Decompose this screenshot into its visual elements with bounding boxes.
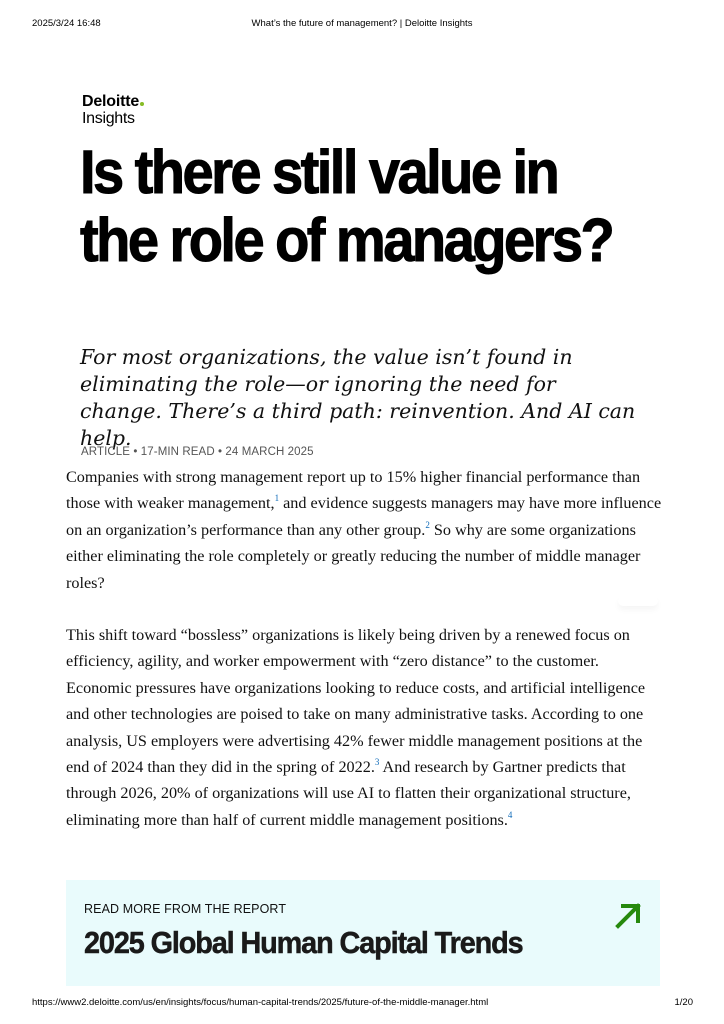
print-url: https://www2.deloitte.com/us/en/insights/focus/human-capital-trends/2025/future-of-the-middle-manager.html [32, 997, 489, 1008]
p1-text-a: Companies with strong management report up to 15% higher financial performance than those with weaker management, [66, 468, 641, 513]
p1-text-b: and evidence suggests managers may have more influence on an organization’s performance than any other group. [66, 494, 662, 539]
green-dot-icon [140, 102, 144, 106]
cta-title[interactable]: 2025 Global Human Capital Trends [84, 925, 523, 960]
article-meta: ARTICLE • 17-MIN READ • 24 MARCH 2025 [81, 446, 314, 458]
report-cta-card[interactable] [66, 880, 660, 986]
print-page-title: What’s the future of management? | Deloitte Insights [251, 18, 473, 29]
paragraph-2 [66, 622, 666, 833]
article-headline: Is there still value in the role of managers? [80, 138, 613, 274]
footnote-ref-3[interactable]: 3 [374, 757, 380, 768]
footnote-ref-2[interactable]: 2 [425, 519, 430, 530]
logo-brand [82, 94, 144, 110]
p1-text-c: So why are some organizations either eliminating the role completely or greatly reducing the number of middle manager roles? [66, 520, 641, 592]
paragraph-1 [66, 464, 666, 596]
p2-text-a: This shift toward “bossless” organizations is likely being driven by a renewed focus on efficiency, agility, and worker empowerment with “zero distance” to the customer. Economic pressures have organizations looking to reduce costs, and artificial intelligence and other technologies are poised to take on many administrative tasks. According to one analysis, US employers were advertising 42% fewer middle management positions at the end of 2024 than they did in the spring of 2022. [66, 626, 646, 777]
logo-brand-text: Deloitte [82, 93, 140, 110]
article-body [66, 464, 666, 859]
logo-sub: Insights [82, 110, 135, 127]
cta-label: READ MORE FROM THE REPORT [84, 902, 287, 916]
print-page-number: 1/20 [674, 997, 693, 1008]
print-footer [0, 997, 724, 1009]
print-header [0, 18, 724, 30]
p2-text-b: And research by Gartner predicts that through 2026, 20% of organizations will use AI to flatten their organizational structure, eliminating more than half of current middle management positions. [66, 758, 631, 829]
deloitte-insights-logo[interactable] [82, 94, 144, 127]
article-deck: For most organizations, the value isn’t found in eliminating the role—or ignoring the need for change. There’s a third path: reinvention. And AI can help. [80, 345, 636, 450]
print-datetime: 2025/3/24 16:48 [32, 18, 101, 29]
footnote-ref-1[interactable]: 1 [274, 493, 280, 504]
arrow-up-right-icon[interactable] [614, 900, 644, 930]
footnote-ref-4[interactable]: 4 [507, 809, 513, 820]
